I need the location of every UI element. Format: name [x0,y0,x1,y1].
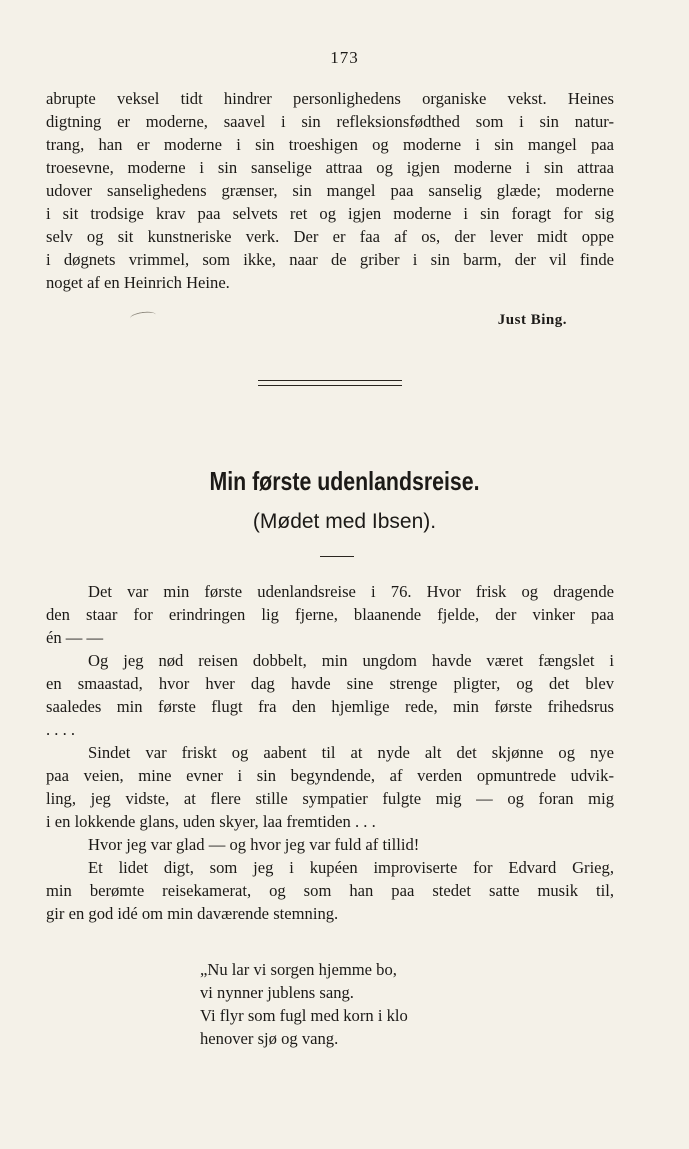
title-rule [320,556,354,557]
poem-line: henover sjø og vang. [200,1029,339,1048]
text-line: trang, han er moderne i sin troeshigen og moderne i sin mangel paa [46,135,614,154]
page-number: 173 [330,48,359,67]
text-line: udover sanselighedens grænser, sin mangel paa sanselig glæde; moderne [46,181,614,200]
section-divider [258,380,402,386]
text-line: noget af en Heinrich Heine. [46,273,230,292]
text-line: saaledes min første flugt fra den hjemlige rede, min første frihedsrus [46,697,614,716]
text-line: Det var min første udenlandsreise i 76. Hvor frisk og dragende [88,582,614,601]
article-subtitle: (Mødet med Ibsen). [252,510,437,533]
text-line: min berømte reisekamerat, og som han paa stedet satte musik til, [46,881,614,900]
author-signature: Just Bing. [497,312,567,328]
text-line: én — — [46,628,104,647]
text-line: en smaastad, hvor hver dag havde sine strenge pligter, og det blev [46,674,614,693]
text-line: . . . . [46,720,76,739]
article-body [46,580,614,925]
poem-line: „Nu lar vi sorgen hjemme bo, [200,960,397,979]
text-line: ling, jeg vidste, at flere stille sympatier fulgte mig — og foran mig [46,789,614,808]
poem-line: Vi flyr som fugl med korn i klo [200,1006,408,1025]
text-line: troesevne, moderne i sin sanselige attraa og igjen moderne i sin attraa [46,158,614,177]
text-line: abrupte veksel tidt hindrer personlighedens organiske vekst. Heines [46,89,614,108]
text-line: Sindet var friskt og aabent til at nyde alt det skjønne og nye [88,743,614,762]
text-line: Hvor jeg var glad — og hvor jeg var fuld af tillid! [88,835,420,854]
text-line: i en lokkende glans, uden skyer, laa fremtiden . . . [46,812,376,831]
text-line: paa veien, mine evner i sin begyndende, af verden opmuntrede udvik- [46,766,614,785]
top-paragraph [46,87,614,294]
poem-line: vi nynner jublens sang. [200,983,354,1002]
text-line: gir en god idé om min daværende stemning. [46,904,339,923]
poem [200,958,408,1050]
ink-mark [130,310,157,323]
text-line: i sit trodsige krav paa selvets ret og igjen moderne i sin foragt for sig [46,204,614,223]
text-line: digtning er moderne, saavel i sin refleksionsfødthed som i sin natur- [46,112,614,131]
text-line: selv og sit kunstneriske verk. Der er faa af os, der lever midt oppe [46,227,614,246]
text-line: Og jeg nød reisen dobbelt, min ungdom havde været fængslet i [88,651,614,670]
text-line: i døgnets vrimmel, som ikke, naar de griber i sin barm, der vil finde [46,250,614,269]
text-line: Et lidet digt, som jeg i kupéen improviserte for Edvard Grieg, [88,858,614,877]
article-title: Min første udenlandsreise. [209,466,480,496]
text-line: den staar for erindringen lig fjerne, blaanende fjelde, der vinker paa [46,605,614,624]
